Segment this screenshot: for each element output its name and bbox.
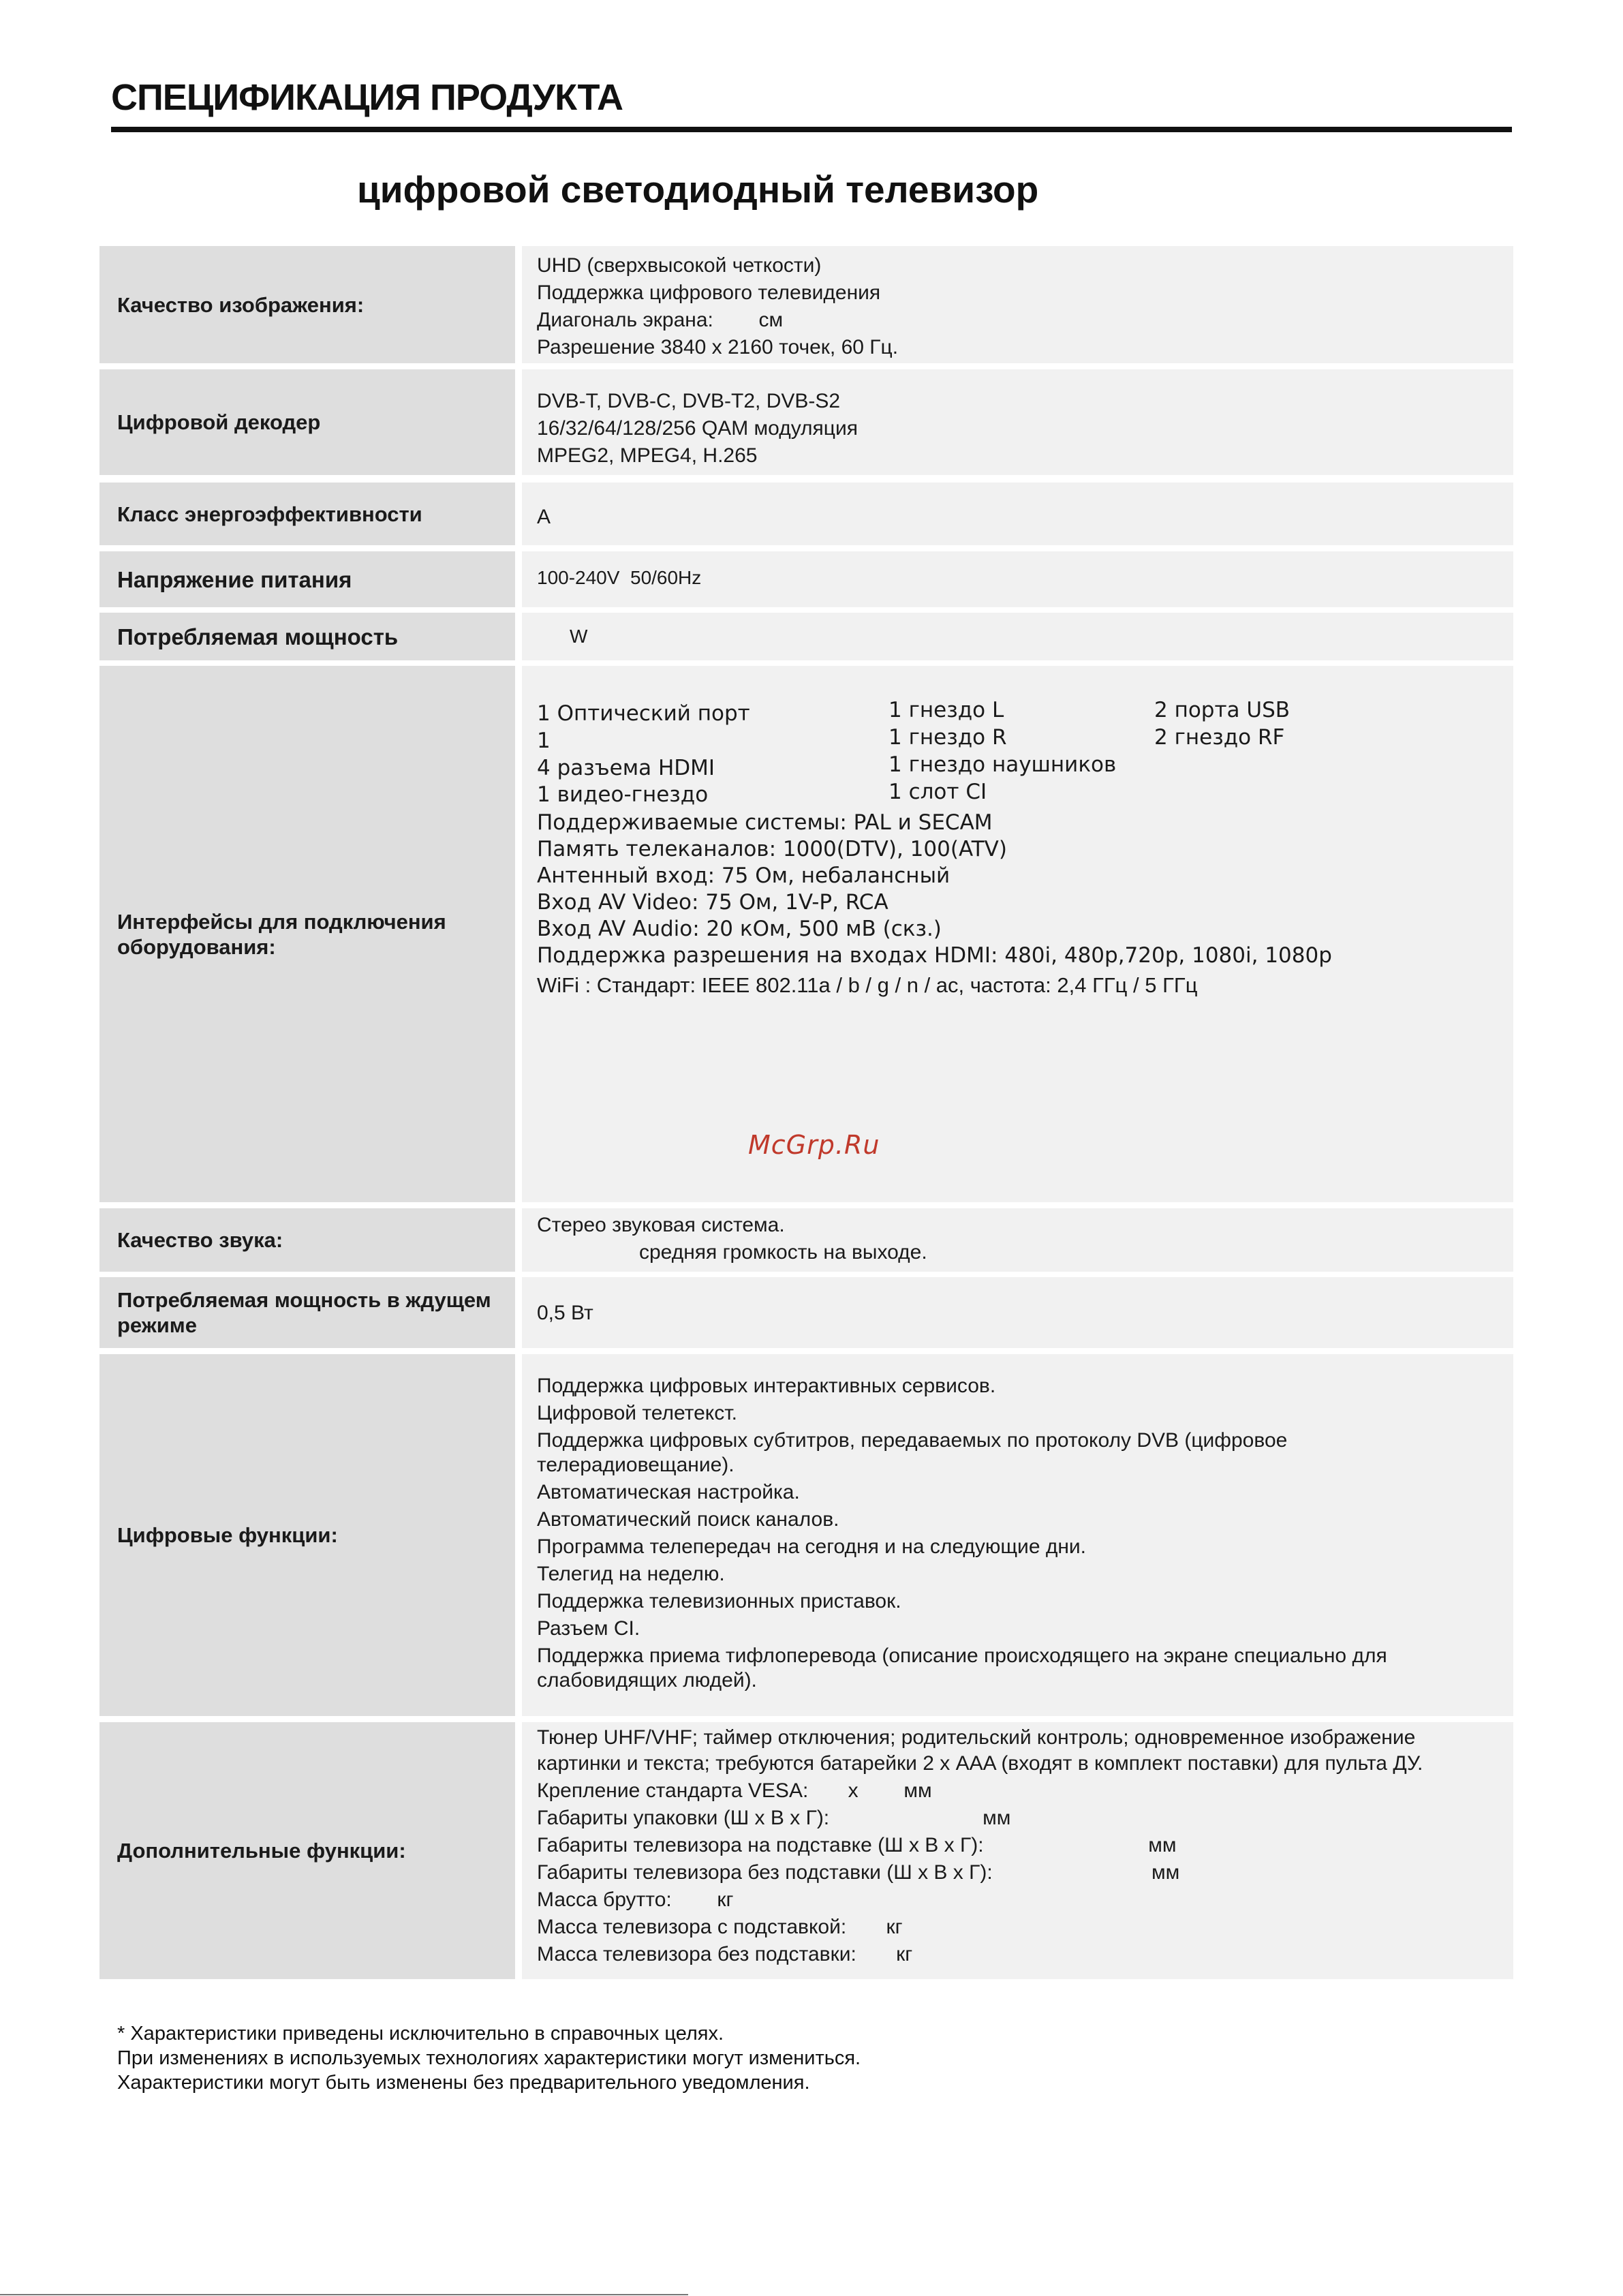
- interface-spec: Антенный вход: 75 Ом, небалансный: [537, 863, 950, 888]
- product-subtitle: цифровой светодиодный телевизор: [357, 168, 1039, 211]
- interface-port: 4 разъема HDMI: [537, 756, 715, 780]
- spec-line: слабовидящих людей).: [537, 1669, 757, 1692]
- page-bottom-rule: [0, 2294, 688, 2295]
- spec-label: Потребляемая мощность: [99, 613, 515, 660]
- spec-line: картинки и текста; требуются батарейки 2 х AAA (входят в комплект поставки) для пульта ДУ.: [537, 1752, 1423, 1775]
- spec-line: Разрешение 3840 x 2160 точек, 60 Гц.: [537, 336, 899, 358]
- spec-row-standby: [99, 1277, 1513, 1348]
- spec-line: Крепление стандарта VESA: х мм: [537, 1779, 932, 1802]
- spec-line: MPEG2, MPEG4, H.265: [537, 444, 758, 467]
- interface-port: 2 гнездо RF: [1154, 725, 1285, 750]
- spec-line: Поддержка цифрового телевидения: [537, 281, 881, 304]
- interface-port: 1 гнездо наушников: [888, 752, 1117, 777]
- spec-label: Качество изображения:: [99, 246, 515, 363]
- watermark: McGrp.Ru: [748, 1130, 880, 1160]
- interface-spec: Память телеканалов: 1000(DTV), 100(ATV): [537, 837, 1007, 861]
- spec-value: [522, 1722, 1513, 1979]
- spec-row-sound: [99, 1208, 1513, 1272]
- spec-label: Цифровой декодер: [99, 369, 515, 475]
- interface-port: 2 порта USB: [1154, 698, 1290, 722]
- spec-line: Программа телепередач на сегодня и на следующие дни.: [537, 1535, 1087, 1558]
- title-rule: [111, 127, 1512, 132]
- interface-spec: Поддержка разрешения на входах HDMI: 480i, 480p,720p, 1080i, 1080p: [537, 943, 1332, 968]
- spec-label: Напряжение питания: [99, 551, 515, 607]
- spec-line: Габариты телевизора на подставке (Ш х В х Г): мм: [537, 1834, 1177, 1856]
- spec-line: Поддержка цифровых субтитров, передаваемых по протоколу DVB (цифровое: [537, 1429, 1288, 1452]
- wifi-spec: WiFi : Стандарт: IEEE 802.11a / b / g / n / ac, частота: 2,4 ГГц / 5 ГГц: [537, 973, 1198, 997]
- spec-value: [522, 613, 1513, 660]
- spec-line: 0,5 Вт: [537, 1302, 593, 1324]
- interface-port: 1 гнездо L: [888, 698, 1004, 722]
- interface-port: 1: [537, 729, 551, 753]
- spec-line: Поддержка цифровых интерактивных сервисов.: [537, 1375, 996, 1397]
- spec-label: Потребляемая мощность в ждущем режиме: [99, 1277, 515, 1348]
- spec-row-digital-functions: [99, 1354, 1513, 1716]
- spec-line: Габариты телевизора без подставки (Ш х В х Г): мм: [537, 1861, 1180, 1884]
- spec-line: Масса телевизора с подставкой: кг: [537, 1916, 903, 1938]
- spec-value: [522, 1354, 1513, 1716]
- spec-line: DVB-T, DVB-C, DVB-T2, DVB-S2: [537, 390, 841, 412]
- spec-label: Класс энергоэффективности: [99, 483, 515, 545]
- spec-line: Габариты упаковки (Ш х В х Г): мм: [537, 1807, 1011, 1829]
- interface-spec: Вход AV Audio: 20 кОм, 500 мВ (скз.): [537, 917, 942, 941]
- interface-port: 1 Оптический порт: [537, 701, 750, 726]
- spec-value: [522, 246, 1513, 363]
- spec-value: [522, 1277, 1513, 1348]
- spec-value: [522, 483, 1513, 545]
- spec-label: Цифровые функции:: [99, 1354, 515, 1716]
- spec-value: [522, 369, 1513, 475]
- spec-label: Интерфейсы для подключения оборудования:: [99, 666, 515, 1202]
- interface-port: 1 видео-гнездо: [537, 782, 709, 807]
- spec-label: Качество звука:: [99, 1208, 515, 1272]
- spec-line: Цифровой телетекст.: [537, 1402, 737, 1424]
- spec-row-power: [99, 613, 1513, 660]
- spec-line: Тюнер UHF/VHF; таймер отключения; родительский контроль; одновременное изображение: [537, 1726, 1416, 1749]
- interface-spec: Вход AV Video: 75 Ом, 1V-P, RCA: [537, 890, 888, 915]
- footnote-line: * Характеристики приведены исключительно в справочных целях.: [117, 2023, 724, 2045]
- spec-line: Масса брутто: кг: [537, 1888, 734, 1911]
- spec-line: Масса телевизора без подставки: кг: [537, 1943, 913, 1965]
- spec-line: Поддержка приема тифлоперевода (описание происходящего на экране специально для: [537, 1644, 1387, 1667]
- spec-line: 100-240V 50/60Hz: [537, 567, 702, 588]
- footnote-line: При изменениях в используемых технологиях характеристики могут измениться.: [117, 2047, 861, 2069]
- spec-line: 16/32/64/128/256 QAM модуляция: [537, 417, 858, 440]
- spec-line: Автоматическая настройка.: [537, 1481, 800, 1503]
- spec-value: [522, 666, 1513, 1202]
- spec-line: W: [570, 626, 588, 647]
- spec-row-energy-class: [99, 483, 1513, 545]
- interface-port: 1 гнездо R: [888, 725, 1007, 750]
- footnote-line: Характеристики могут быть изменены без предварительного уведомления.: [117, 2072, 810, 2094]
- spec-row-interfaces: [99, 666, 1513, 1202]
- spec-line: Поддержка телевизионных приставок.: [537, 1590, 901, 1612]
- spec-line: UHD (сверхвысокой четкости): [537, 254, 822, 277]
- spec-line: Диагональ экрана: см: [537, 309, 784, 331]
- spec-row-voltage: [99, 551, 1513, 607]
- interface-spec: Поддерживаемые системы: PAL и SECAM: [537, 810, 993, 835]
- spec-line: Телегид на неделю.: [537, 1563, 725, 1585]
- spec-line: средняя громкость на выходе.: [639, 1241, 927, 1264]
- spec-label: Дополнительные функции:: [99, 1722, 515, 1979]
- page-title: СПЕЦИФИКАЦИЯ ПРОДУКТА: [111, 77, 623, 118]
- spec-line: Стерео звуковая система.: [537, 1214, 785, 1236]
- spec-row-image-quality: [99, 246, 1513, 363]
- spec-line: A: [537, 506, 551, 528]
- spec-line: Автоматический поиск каналов.: [537, 1508, 839, 1531]
- spec-row-additional-functions: [99, 1722, 1513, 1979]
- interface-port: 1 слот CI: [888, 780, 987, 804]
- spec-line: телерадиовещание).: [537, 1454, 735, 1476]
- spec-value: [522, 1208, 1513, 1272]
- spec-value: [522, 551, 1513, 607]
- footnotes: [117, 2021, 861, 2095]
- spec-line: Разъем CI.: [537, 1617, 640, 1640]
- spec-row-decoder: [99, 369, 1513, 475]
